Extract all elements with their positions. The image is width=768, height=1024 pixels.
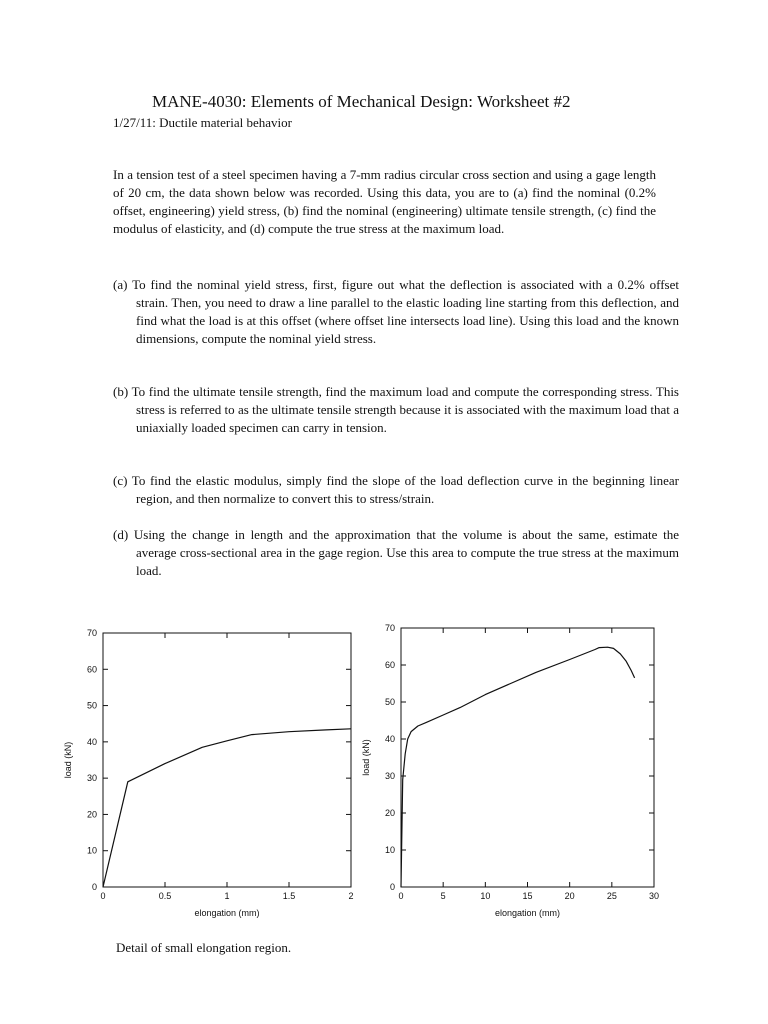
y-axis-label: load (kN)	[361, 739, 371, 776]
plot-frame	[401, 628, 654, 887]
plot-frame	[103, 633, 351, 887]
instruction-item-c: (c) To find the elastic modulus, simply find the slope of the load deflection curve in the beginning linear region, and then normalize to convert this to stress/strain.	[113, 473, 679, 506]
worksheet-subtitle: 1/27/11: Ductile material behavior	[113, 115, 292, 130]
y-tick-label: 60	[384, 660, 395, 670]
full-elongation-chart	[362, 615, 672, 925]
x-tick-label: 20	[564, 891, 575, 901]
y-tick-label: 40	[86, 736, 97, 747]
y-tick-label: 10	[86, 845, 97, 856]
y-tick-label: 0	[389, 882, 395, 892]
x-tick-label: 0	[100, 891, 106, 901]
y-tick-label: 10	[384, 845, 395, 855]
y-axis-label: load (kN)	[63, 741, 73, 779]
instruction-item-a: (a) To find the nominal yield stress, first, figure out what the deflection is associated with a 0.2% offset strain. Then, you need to draw a line parallel to the elastic loading line starting from this deflection, and find what the load is at this offset (where offset line intersects load line). Using this load and the known dimensions, compute the nominal yield stress.	[113, 277, 679, 346]
y-tick-label: 40	[384, 734, 395, 744]
worksheet-title: MANE-4030: Elements of Mechanical Design: Worksheet #2	[152, 92, 571, 111]
y-tick-label: 20	[384, 808, 395, 818]
y-tick-label: 50	[86, 700, 97, 711]
x-tick-label: 1	[224, 891, 230, 901]
x-tick-label: 0.5	[158, 891, 172, 901]
problem-statement: In a tension test of a steel specimen having a 7-mm radius circular cross section and using a gage length of 20 cm, the data shown below was recorded. Using this data, you are to (a) find the nominal (0.2% offset, engineering) yield stress, (b) find the nominal (engineering) ultimate tensile strength, (c) find the modulus of elasticity, and (d) compute the true stress at the maximum load.	[113, 167, 656, 236]
chart-caption: Detail of small elongation region.	[116, 940, 292, 955]
x-tick-label: 10	[480, 891, 491, 901]
instruction-item-b: (b) To find the ultimate tensile strength, find the maximum load and compute the corresponding stress. This stress is referred to as the ultimate tensile strength because it is associated with the maximum load that a uniaxially loaded specimen can carry in tension.	[113, 384, 679, 435]
y-tick-label: 0	[91, 882, 97, 892]
y-tick-label: 30	[384, 771, 395, 781]
y-tick-label: 70	[86, 628, 97, 638]
x-tick-label: 30	[648, 891, 660, 901]
x-tick-label: 1.5	[282, 891, 296, 901]
y-tick-label: 30	[86, 773, 97, 784]
series-line-load	[103, 729, 351, 887]
small-elongation-chart	[60, 620, 370, 925]
x-tick-label: 25	[606, 891, 617, 901]
x-tick-label: 2	[348, 891, 354, 901]
x-axis-label: elongation (mm)	[494, 908, 561, 918]
x-axis-label: elongation (mm)	[194, 908, 260, 918]
instruction-item-d: (d) Using the change in length and the approximation that the volume is about the same, estimate the average cross-sectional area in the gage region. Use this area to compute the true stress at the maximum load.	[113, 527, 679, 578]
x-tick-label: 15	[522, 891, 533, 901]
y-tick-label: 70	[384, 623, 395, 633]
y-tick-label: 20	[86, 809, 97, 820]
y-tick-label: 50	[384, 697, 395, 707]
x-tick-label: 5	[440, 891, 446, 901]
series-line-load	[401, 647, 635, 887]
y-tick-label: 60	[86, 664, 97, 675]
x-tick-label: 0	[398, 891, 404, 901]
